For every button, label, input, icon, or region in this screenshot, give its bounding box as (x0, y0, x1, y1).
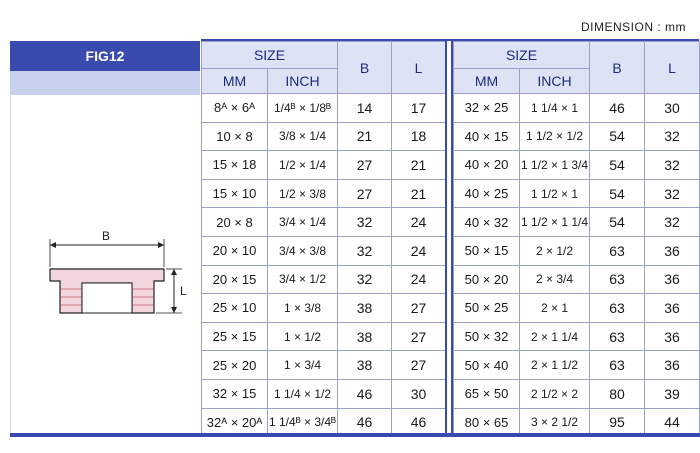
b-cell: 54 (590, 122, 645, 151)
b-header: B (590, 42, 645, 94)
b-cell: 63 (590, 294, 645, 323)
size-mm-cell: 25 × 10 (202, 294, 268, 323)
size-inch-cell: 1 1/2 × 1 3/4 (520, 151, 590, 180)
right-table-body (454, 94, 700, 437)
size-mm-cell: 50 × 15 (454, 236, 520, 265)
size-header: SIZE (454, 42, 590, 69)
size-inch-cell: 2 1/2 × 2 (520, 379, 590, 408)
table-row (202, 294, 446, 323)
b-cell: 63 (590, 236, 645, 265)
l-cell: 32 (645, 179, 700, 208)
size-mm-cell: 20 × 8 (202, 208, 268, 237)
size-inch-cell: 1 × 3/8 (268, 294, 338, 323)
b-cell: 38 (338, 351, 392, 380)
size-inch-cell: 2 × 1 (520, 294, 590, 323)
b-cell: 14 (338, 94, 392, 123)
table-row (454, 236, 700, 265)
size-mm-cell: 15 × 18 (202, 151, 268, 180)
size-inch-cell: 1 1/4 × 1/2 (268, 379, 338, 408)
l-cell: 36 (645, 294, 700, 323)
table-row (454, 379, 700, 408)
size-inch-cell: 1/2 × 3/8 (268, 179, 338, 208)
size-mm-cell: 32 × 15 (202, 379, 268, 408)
size-inch-cell: 1/4ᴮ × 1/8ᴮ (268, 94, 338, 123)
l-cell: 44 (645, 408, 700, 437)
size-mm-cell: 32ᴬ × 20ᴬ (202, 408, 268, 437)
size-mm-cell: 8ᴬ × 6ᴬ (202, 94, 268, 123)
size-mm-cell: 80 × 65 (454, 408, 520, 437)
size-mm-cell: 40 × 20 (454, 151, 520, 180)
l-cell: 36 (645, 236, 700, 265)
table-row (202, 122, 446, 151)
table-row (202, 208, 446, 237)
mm-header: MM (202, 69, 268, 94)
l-cell: 24 (392, 265, 446, 294)
size-mm-cell: 40 × 15 (454, 122, 520, 151)
table-row (202, 94, 446, 123)
table-row (454, 351, 700, 380)
l-cell: 36 (645, 265, 700, 294)
size-mm-cell: 50 × 40 (454, 351, 520, 380)
b-cell: 38 (338, 322, 392, 351)
b-cell: 63 (590, 322, 645, 351)
l-cell: 21 (392, 151, 446, 180)
l-cell: 32 (645, 122, 700, 151)
size-mm-cell: 50 × 32 (454, 322, 520, 351)
size-inch-cell: 2 × 1 1/4 (520, 322, 590, 351)
table-row (454, 294, 700, 323)
dim-l-label: L (180, 284, 187, 298)
table-row (454, 94, 700, 123)
b-cell: 27 (338, 179, 392, 208)
table-row (202, 265, 446, 294)
size-inch-cell: 3/4 × 3/8 (268, 236, 338, 265)
l-cell: 32 (645, 151, 700, 180)
table-row (202, 322, 446, 351)
size-inch-cell: 1 1/2 × 1/2 (520, 122, 590, 151)
size-mm-cell: 25 × 20 (202, 351, 268, 380)
b-cell: 46 (590, 94, 645, 123)
spec-sheet (10, 41, 700, 437)
l-cell: 21 (392, 179, 446, 208)
b-cell: 54 (590, 179, 645, 208)
size-mm-cell: 50 × 20 (454, 265, 520, 294)
b-cell: 63 (590, 265, 645, 294)
b-cell: 54 (590, 208, 645, 237)
size-mm-cell: 15 × 10 (202, 179, 268, 208)
figure-label: FIG12 (10, 41, 200, 71)
l-cell: 24 (392, 208, 446, 237)
mm-header: MM (454, 69, 520, 94)
size-inch-cell: 2 × 1 1/2 (520, 351, 590, 380)
l-cell: 27 (392, 294, 446, 323)
size-inch-cell: 2 × 3/4 (520, 265, 590, 294)
l-header: L (392, 42, 446, 94)
b-cell: 27 (338, 151, 392, 180)
size-mm-cell: 50 × 25 (454, 294, 520, 323)
dim-b-label: B (102, 229, 111, 243)
size-mm-cell: 20 × 15 (202, 265, 268, 294)
size-inch-cell: 1 × 3/4 (268, 351, 338, 380)
size-inch-cell: 1 1/2 × 1 1/4 (520, 208, 590, 237)
left-table-body (202, 94, 446, 437)
l-cell: 36 (645, 322, 700, 351)
table-row (454, 208, 700, 237)
table-row (202, 351, 446, 380)
frame-bottom-rule (10, 433, 700, 437)
table-row (202, 179, 446, 208)
size-table-left (201, 41, 446, 437)
table-row (202, 379, 446, 408)
inch-header: INCH (520, 69, 590, 94)
size-inch-cell: 1 × 1/2 (268, 322, 338, 351)
size-inch-cell: 1 1/2 × 1 (520, 179, 590, 208)
size-mm-cell: 65 × 50 (454, 379, 520, 408)
table-row (454, 265, 700, 294)
b-cell: 54 (590, 151, 645, 180)
size-table-right (453, 41, 700, 437)
size-mm-cell: 40 × 32 (454, 208, 520, 237)
size-inch-cell: 1/2 × 1/4 (268, 151, 338, 180)
size-inch-cell: 3/4 × 1/2 (268, 265, 338, 294)
l-cell: 30 (645, 94, 700, 123)
reducing-bushing-drawing (36, 223, 196, 333)
size-mm-cell: 40 × 25 (454, 179, 520, 208)
b-cell: 95 (590, 408, 645, 437)
l-cell: 32 (645, 208, 700, 237)
size-mm-cell: 25 × 15 (202, 322, 268, 351)
l-cell: 36 (645, 351, 700, 380)
figure-area (10, 95, 201, 435)
l-cell: 46 (392, 408, 446, 437)
table-row (454, 322, 700, 351)
dimension-note: DIMENSION : mm (581, 20, 686, 34)
b-cell: 63 (590, 351, 645, 380)
b-cell: 38 (338, 294, 392, 323)
table-row (454, 122, 700, 151)
table-row (454, 151, 700, 180)
b-cell: 21 (338, 122, 392, 151)
size-mm-cell: 10 × 8 (202, 122, 268, 151)
size-mm-cell: 20 × 10 (202, 236, 268, 265)
l-header: L (645, 42, 700, 94)
size-mm-cell: 32 × 25 (454, 94, 520, 123)
table-row (202, 151, 446, 180)
b-cell: 32 (338, 208, 392, 237)
size-inch-cell: 3 × 2 1/2 (520, 408, 590, 437)
l-cell: 30 (392, 379, 446, 408)
l-cell: 27 (392, 322, 446, 351)
l-cell: 17 (392, 94, 446, 123)
b-header: B (338, 42, 392, 94)
figure-subheader (10, 71, 200, 95)
l-cell: 24 (392, 236, 446, 265)
table-row (454, 179, 700, 208)
l-cell: 27 (392, 351, 446, 380)
l-cell: 39 (645, 379, 700, 408)
table-divider (445, 41, 453, 435)
size-header: SIZE (202, 42, 338, 69)
size-inch-cell: 1 1/4ᴮ × 3/4ᴮ (268, 408, 338, 437)
b-cell: 32 (338, 265, 392, 294)
table-row (202, 236, 446, 265)
b-cell: 32 (338, 236, 392, 265)
l-cell: 18 (392, 122, 446, 151)
inch-header: INCH (268, 69, 338, 94)
b-cell: 46 (338, 379, 392, 408)
size-inch-cell: 3/4 × 1/4 (268, 208, 338, 237)
size-inch-cell: 3/8 × 1/4 (268, 122, 338, 151)
b-cell: 46 (338, 408, 392, 437)
size-inch-cell: 1 1/4 × 1 (520, 94, 590, 123)
size-inch-cell: 2 × 1/2 (520, 236, 590, 265)
b-cell: 80 (590, 379, 645, 408)
